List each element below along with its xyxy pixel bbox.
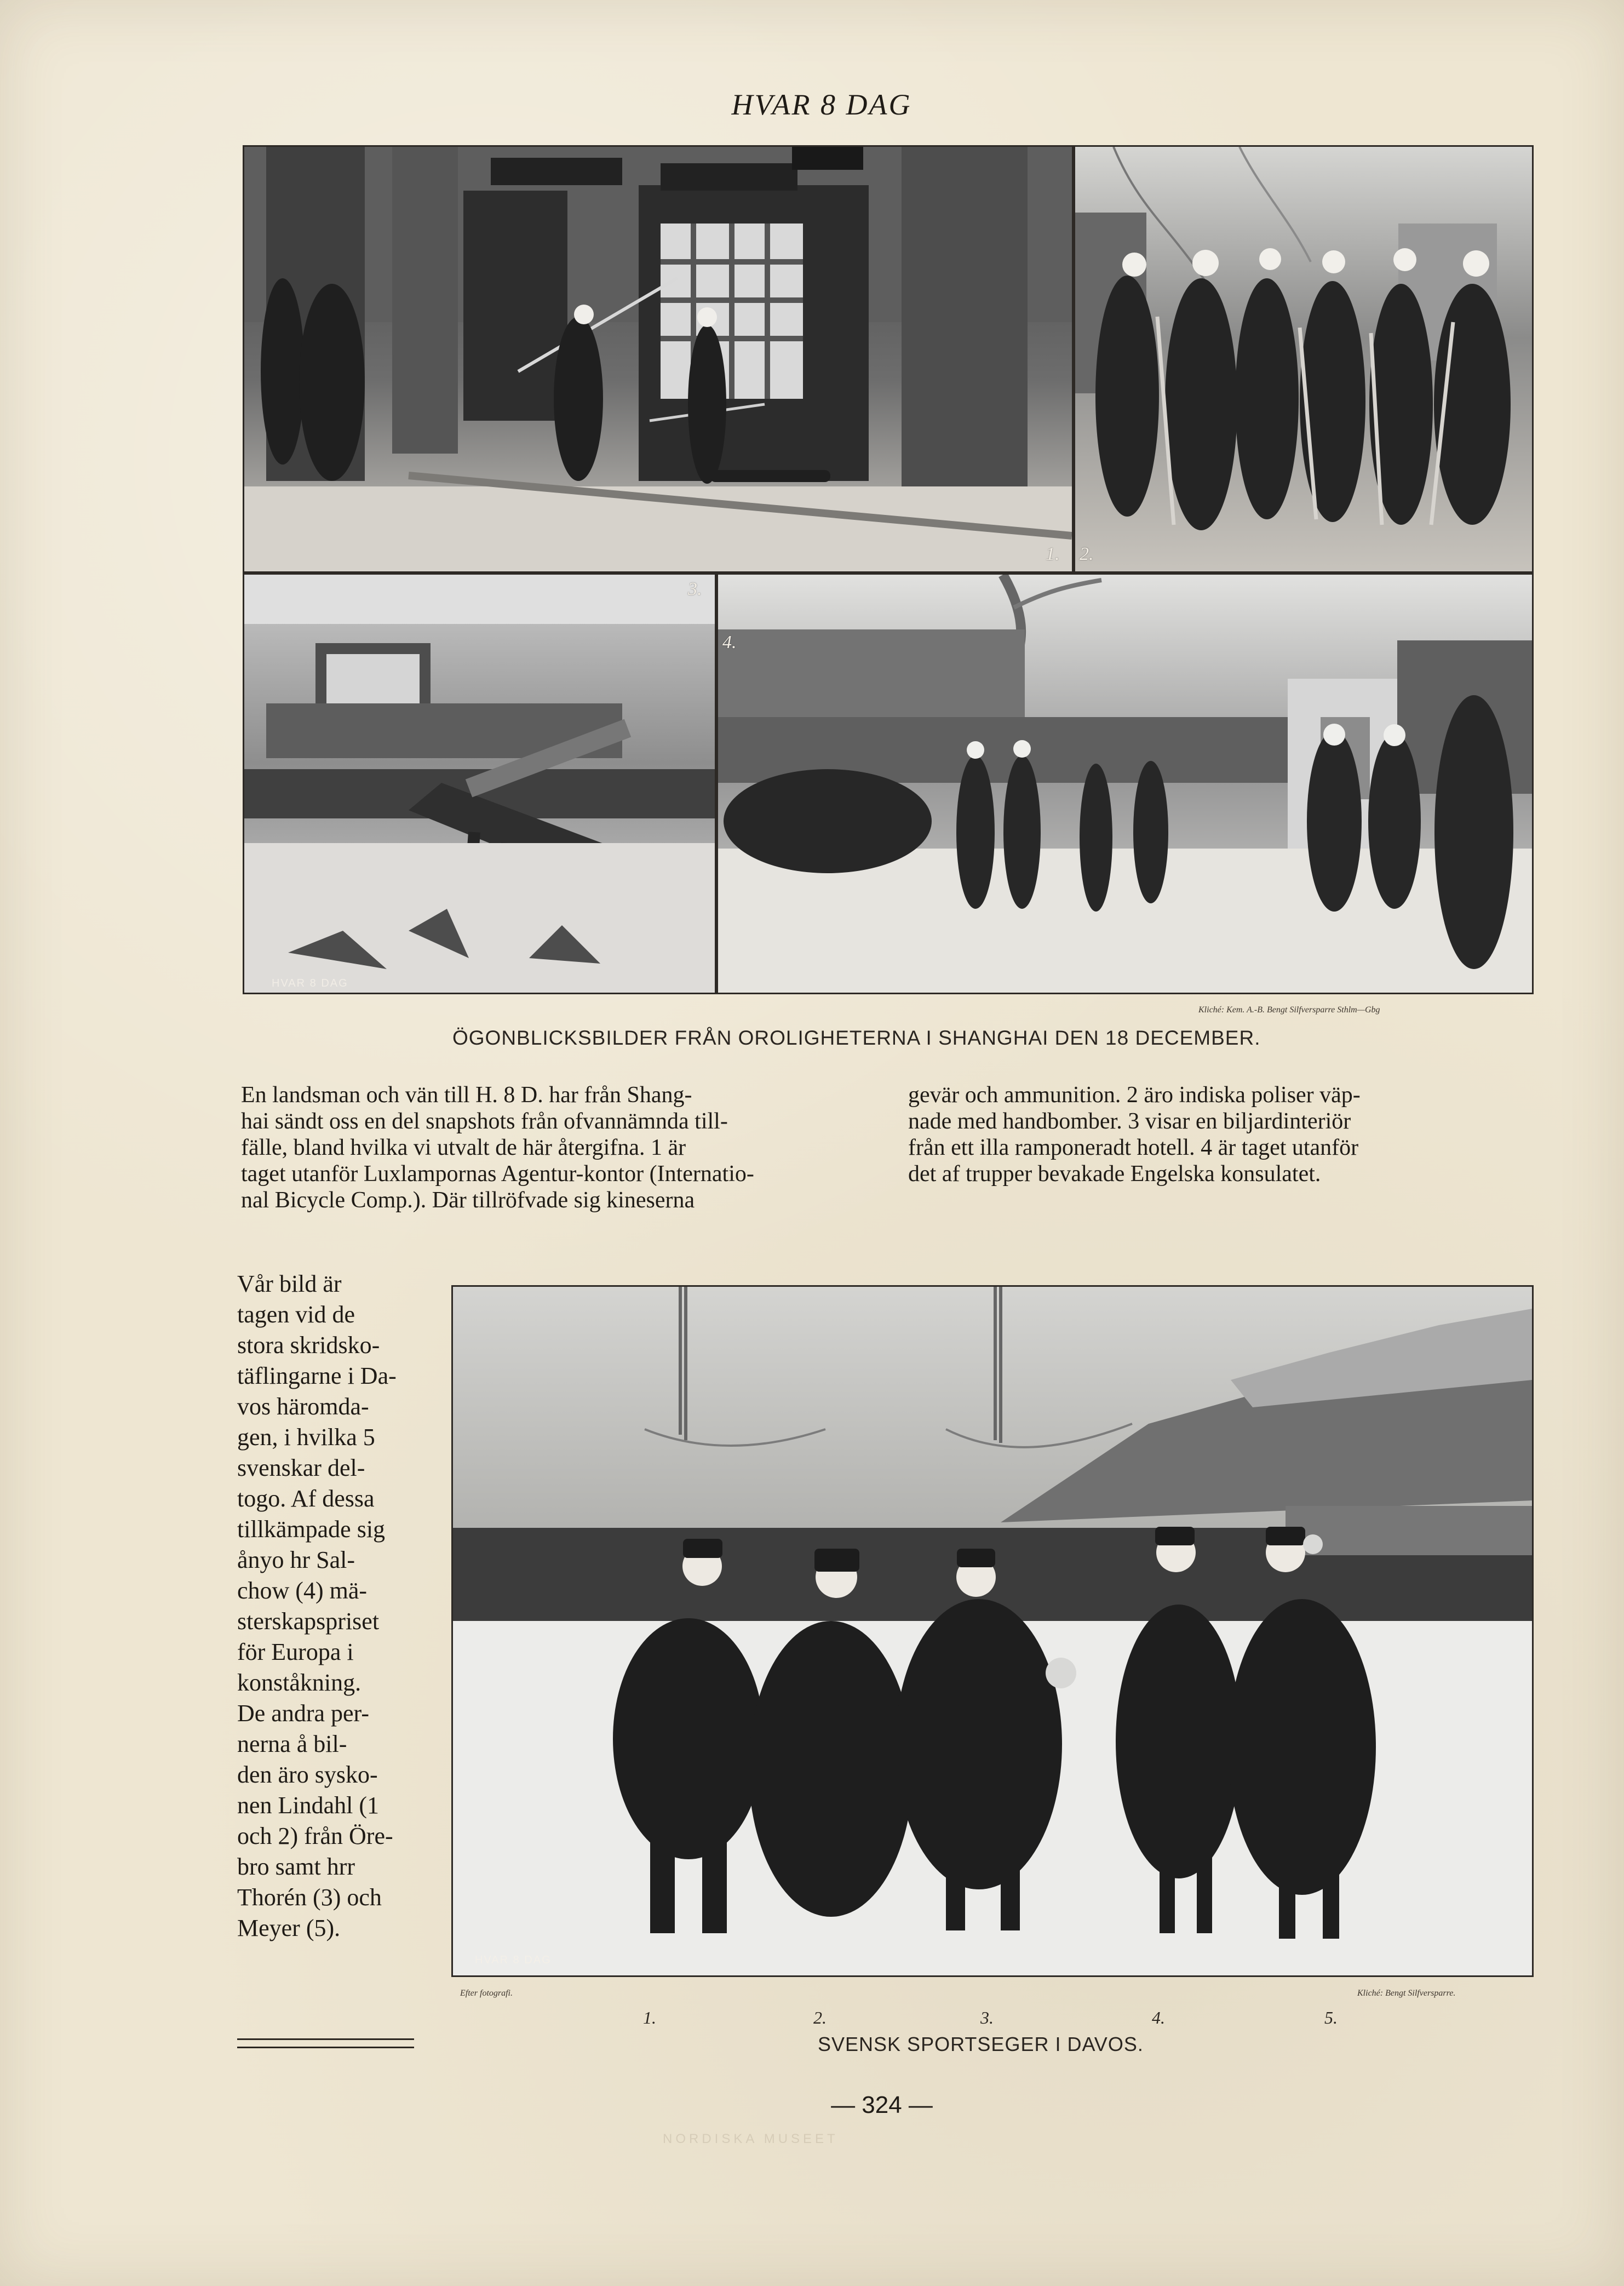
photo-3-number: 3.: [688, 579, 702, 599]
running-head: HVAR 8 DAG: [731, 88, 912, 121]
photo-3-watermark: HVAR 8 DAG: [272, 977, 348, 989]
photo-4-number: 4.: [722, 632, 737, 652]
top-article-right-column: gevär och ammunition. 2 äro indiska poliser väp- nade med handbomber. 3 visar en biljardinteriör från ett illa ramponeradt hotell. 4 är taget utanför det af trupper bevakade Engelska konsulatet.: [908, 1082, 1361, 1187]
photo-davos-skaters: [451, 1285, 1534, 1977]
photo-4-consulate-guard: [716, 573, 1534, 994]
photo-2-illustration: [1075, 147, 1532, 571]
skater-3-number: 3.: [980, 2008, 994, 2027]
photo-4-illustration: [718, 575, 1532, 993]
photo-3-billiard-interior: [243, 573, 716, 994]
skaters-illustration: [453, 1287, 1532, 1975]
photo-2-indian-police: [1074, 145, 1534, 573]
photo-2-number: 2.: [1080, 544, 1094, 564]
skater-1-number: 1.: [643, 2008, 656, 2027]
article-separator: [237, 2038, 414, 2048]
skaters-cliche-credit: Kliché: Bengt Silfversparre.: [1357, 1989, 1456, 1998]
bottom-side-article: Vår bild är tagen vid de stora skridsko- täflingarne i Da- vos häromda- gen, i hvilka 5 svenskar del- togo. Af dessa tillkämpade sig ånyo hr Sal- chow (4) mä- sterskapspriset för Europa i konståkning. De andra per- nerna å bil- den äro sysko- nen Lindahl (1 och 2) från Öre- bro samt hrr Thorén (3) och Meyer (5).: [237, 1270, 397, 1941]
photo-1-shanghai-storefront: [243, 145, 1074, 573]
faint-archive-stamp: NORDISKA MUSEET: [663, 2132, 839, 2146]
bottom-photo-caption: SVENSK SPORTSEGER I DAVOS.: [818, 2033, 1144, 2055]
photo-3-illustration: [244, 575, 715, 993]
skater-2-number: 2.: [813, 2008, 827, 2027]
skaters-photo-source: Efter fotografi.: [460, 1989, 513, 1998]
photo-1-illustration: [244, 147, 1072, 571]
photo-1-number: 1.: [1046, 544, 1060, 564]
top-photo-caption: ÖGONBLICKSBILDER FRÅN OROLIGHETERNA I SHANGHAI DEN 18 DECEMBER.: [452, 1027, 1261, 1049]
page-number: — 324 —: [831, 2092, 933, 2118]
skaters-watermark: HVAR 8 DAG: [475, 1954, 552, 1966]
top-photo-credit: Kliché: Kem. A.-B. Bengt Silfversparre Sthlm—Gbg: [1198, 1005, 1380, 1015]
skater-4-number: 4.: [1152, 2008, 1165, 2027]
skater-5-number: 5.: [1324, 2008, 1338, 2027]
top-article-left-column: En landsman och vän till H. 8 D. har från Shang- hai sändt oss en del snapshots från ofvannämnda till- fälle, bland hvilka vi utvalt de här återgifna. 1 är taget utanför Luxlampornas Agentur-kontor (Internatio- nal Bicycle Comp.). Där tillröfvade sig kineserna: [241, 1082, 754, 1213]
